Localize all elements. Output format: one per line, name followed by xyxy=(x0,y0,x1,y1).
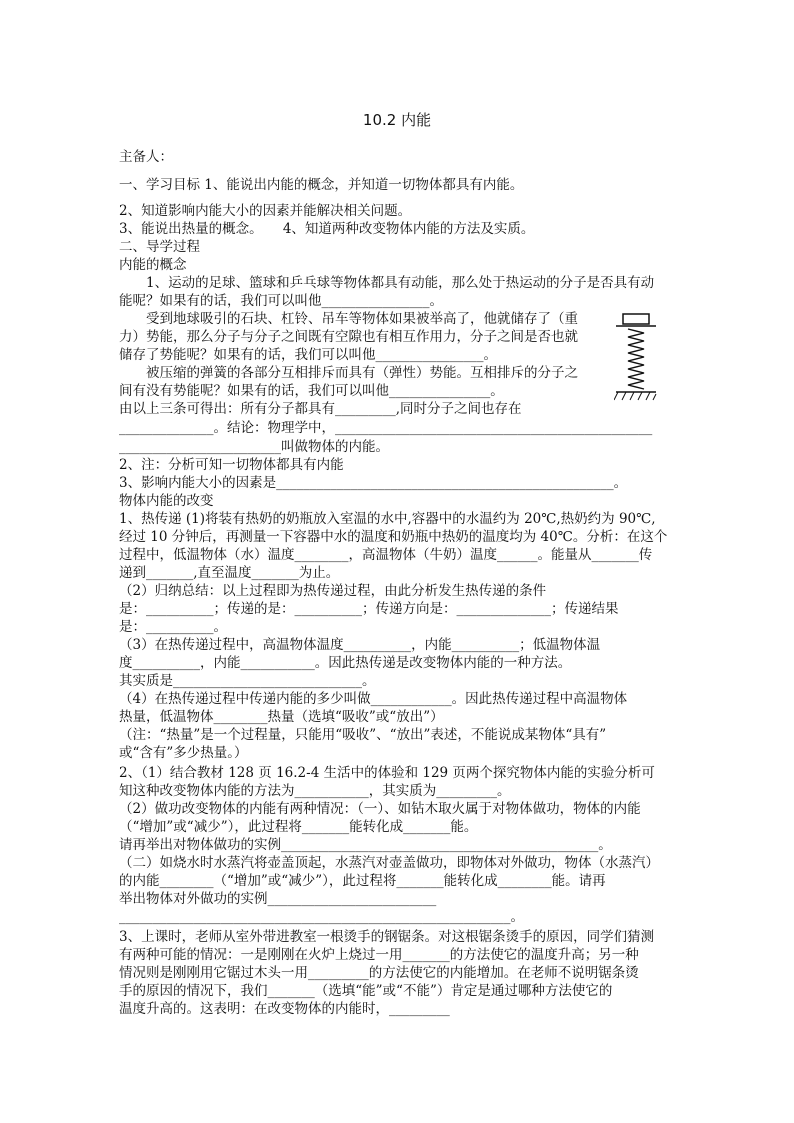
text-line: 热量，低温物体________热量（选填“吸收”或“放出”） xyxy=(119,709,444,725)
text-line: 是：__________。 xyxy=(119,619,227,635)
text-line: （二）如烧水时水蒸汽将壶盖顶起，水蒸汽对壶盖做功，即物体对外做功，物体（水蒸汽） xyxy=(119,855,659,871)
text-line: 由以上三条可得出：所有分子都具有_________,同时分子之间也存在 xyxy=(119,401,522,417)
text-line: 手的原因的情况下，我们_______（选填“能”或“不能”）肯定是通过哪种方法使它的 xyxy=(119,983,613,999)
text-line: 2、知道影响内能大小的因素并能解决相关问题。 xyxy=(119,203,412,219)
text-line: __________________________________________________________。 xyxy=(119,909,524,925)
text-line: 过程中，低温物体（水）温度________，高温物体（牛奶）温度______。能量从_______传 xyxy=(119,547,653,563)
text-line: 物体内能的改变 xyxy=(119,493,214,509)
text-line: 3、上课时，老师从室外带进教室一根烫手的钢锯条。对这根锯条烫手的原因，同学们猜测 xyxy=(119,929,655,945)
text-line: 2、注：分析可知一切物体都具有内能 xyxy=(119,457,344,473)
text-line: 是：__________；传递的是：__________；传递方向是：______________；传递结果 xyxy=(119,601,619,617)
text-line: 1、热传递 (1)将装有热奶的奶瓶放入室温的水中,容器中的水温约为 20℃,热奶约为 90℃, xyxy=(119,511,656,527)
text-line: 2、（1）结合教材 128 页 16.2-4 生活中的体验和 129 页两个探究物体内能的实验分析可 xyxy=(119,765,655,781)
text-line: 3、能说出热量的概念。 4、知道两种改变物体内能的方法及实质。 xyxy=(119,221,535,237)
text-line: ________________________叫做物体的内能。 xyxy=(119,439,389,455)
text-line: （4）在热传递过程中传递内能的多少叫做____________。因此热传递过程中高温物体 xyxy=(119,691,628,707)
text-line: 内能的概念 xyxy=(119,257,187,273)
compressed-spring-figure xyxy=(614,312,658,404)
text-line: （注：“热量”是一个过程量，只能用“吸收”、“放出”表述，不能说成某物体“具有” xyxy=(119,727,607,743)
text-line: （2）归纳总结：以上过程即为热传递过程，由此分析发生热传递的条件 xyxy=(119,583,547,599)
text-line: 二、导学过程 xyxy=(119,239,200,255)
text-line: 有两种可能的情况：一是刚刚在火炉上烧过一用_______的方法使它的温度升高；另一种 xyxy=(119,947,639,963)
text-line: 的内能________（“增加”或“减少”），此过程将_______能转化成________能。请再 xyxy=(119,873,606,889)
text-line: 经过 10 分钟后，再测量一下容器中水的温度和奶瓶中热奶的温度均为 40℃。分析：在这个 xyxy=(119,529,668,545)
text-line: 储存了势能呢？如果有的话，我们可以叫他________________。 xyxy=(119,347,497,363)
text-line: 递到_______,直至温度_______为止。 xyxy=(119,565,340,581)
text-line: 情况则是刚刚用它锯过木头一用_________的方法使它的内能增加。在老师不说明锯条烫 xyxy=(119,965,639,981)
text-line: 或“含有”多少热量。） xyxy=(119,745,248,761)
text-line: ______________。结论：物理学中，_______________________________________________ xyxy=(119,420,653,436)
text-line: 举出物体对外做功的实例_________________________ xyxy=(119,891,437,907)
text-line: 力）势能，那么分子与分子之间既有空隙也有相互作用力，分子之间是否也就 xyxy=(119,329,578,345)
text-line: 受到地球吸引的石块、杠铃、吊车等物体如果被举高了，他就储存了（重 xyxy=(119,311,578,327)
text-line: （3）在热传递过程中，高温物体温度__________，内能__________；低温物体温 xyxy=(119,637,601,653)
text-line: 1、运动的足球、篮球和乒乓球等物体都具有动能，那么处于热运动的分子是否具有动 xyxy=(119,275,655,291)
text-line: 间有没有势能呢？如果有的话，我们可以叫他_______________。 xyxy=(119,383,504,399)
text-line: 被压缩的弹簧的各部分互相排斥而具有（弹性）势能。互相排斥的分子之 xyxy=(119,365,578,381)
text-line: （“增加”或“减少”），此过程将_______能转化成_______能。 xyxy=(119,819,478,835)
text-line: 知这种改变物体内能的方法为___________，其实质为_________。 xyxy=(119,783,511,799)
text-line: （2）做功改变物体的内能有两种情况：（一）、如钻木取火属于对物体做功，物体的内能 xyxy=(119,801,641,817)
text-line: 能呢？如果有的话，我们可以叫他________________。 xyxy=(119,293,443,309)
text-line: 温度升高的。这表明：在改变物体的内能时，_________ xyxy=(119,1001,450,1017)
text-line: 3、影响内能大小的因素是__________________________________________________。 xyxy=(119,475,628,491)
text-line: 度__________，内能___________。因此热传递是改变物体内能的一种方法。 xyxy=(119,655,572,671)
text-line: 请再举出对物体做功的实例_______________________________________________。 xyxy=(119,837,612,853)
text-line: 主备人： xyxy=(119,149,173,165)
page-title: 10.2 内能 xyxy=(362,111,432,129)
text-line: 一、学习目标 1、能说出内能的概念，并知道一切物体都具有内能。 xyxy=(119,177,524,193)
text-line: 其实质是____________________________。 xyxy=(119,673,376,689)
